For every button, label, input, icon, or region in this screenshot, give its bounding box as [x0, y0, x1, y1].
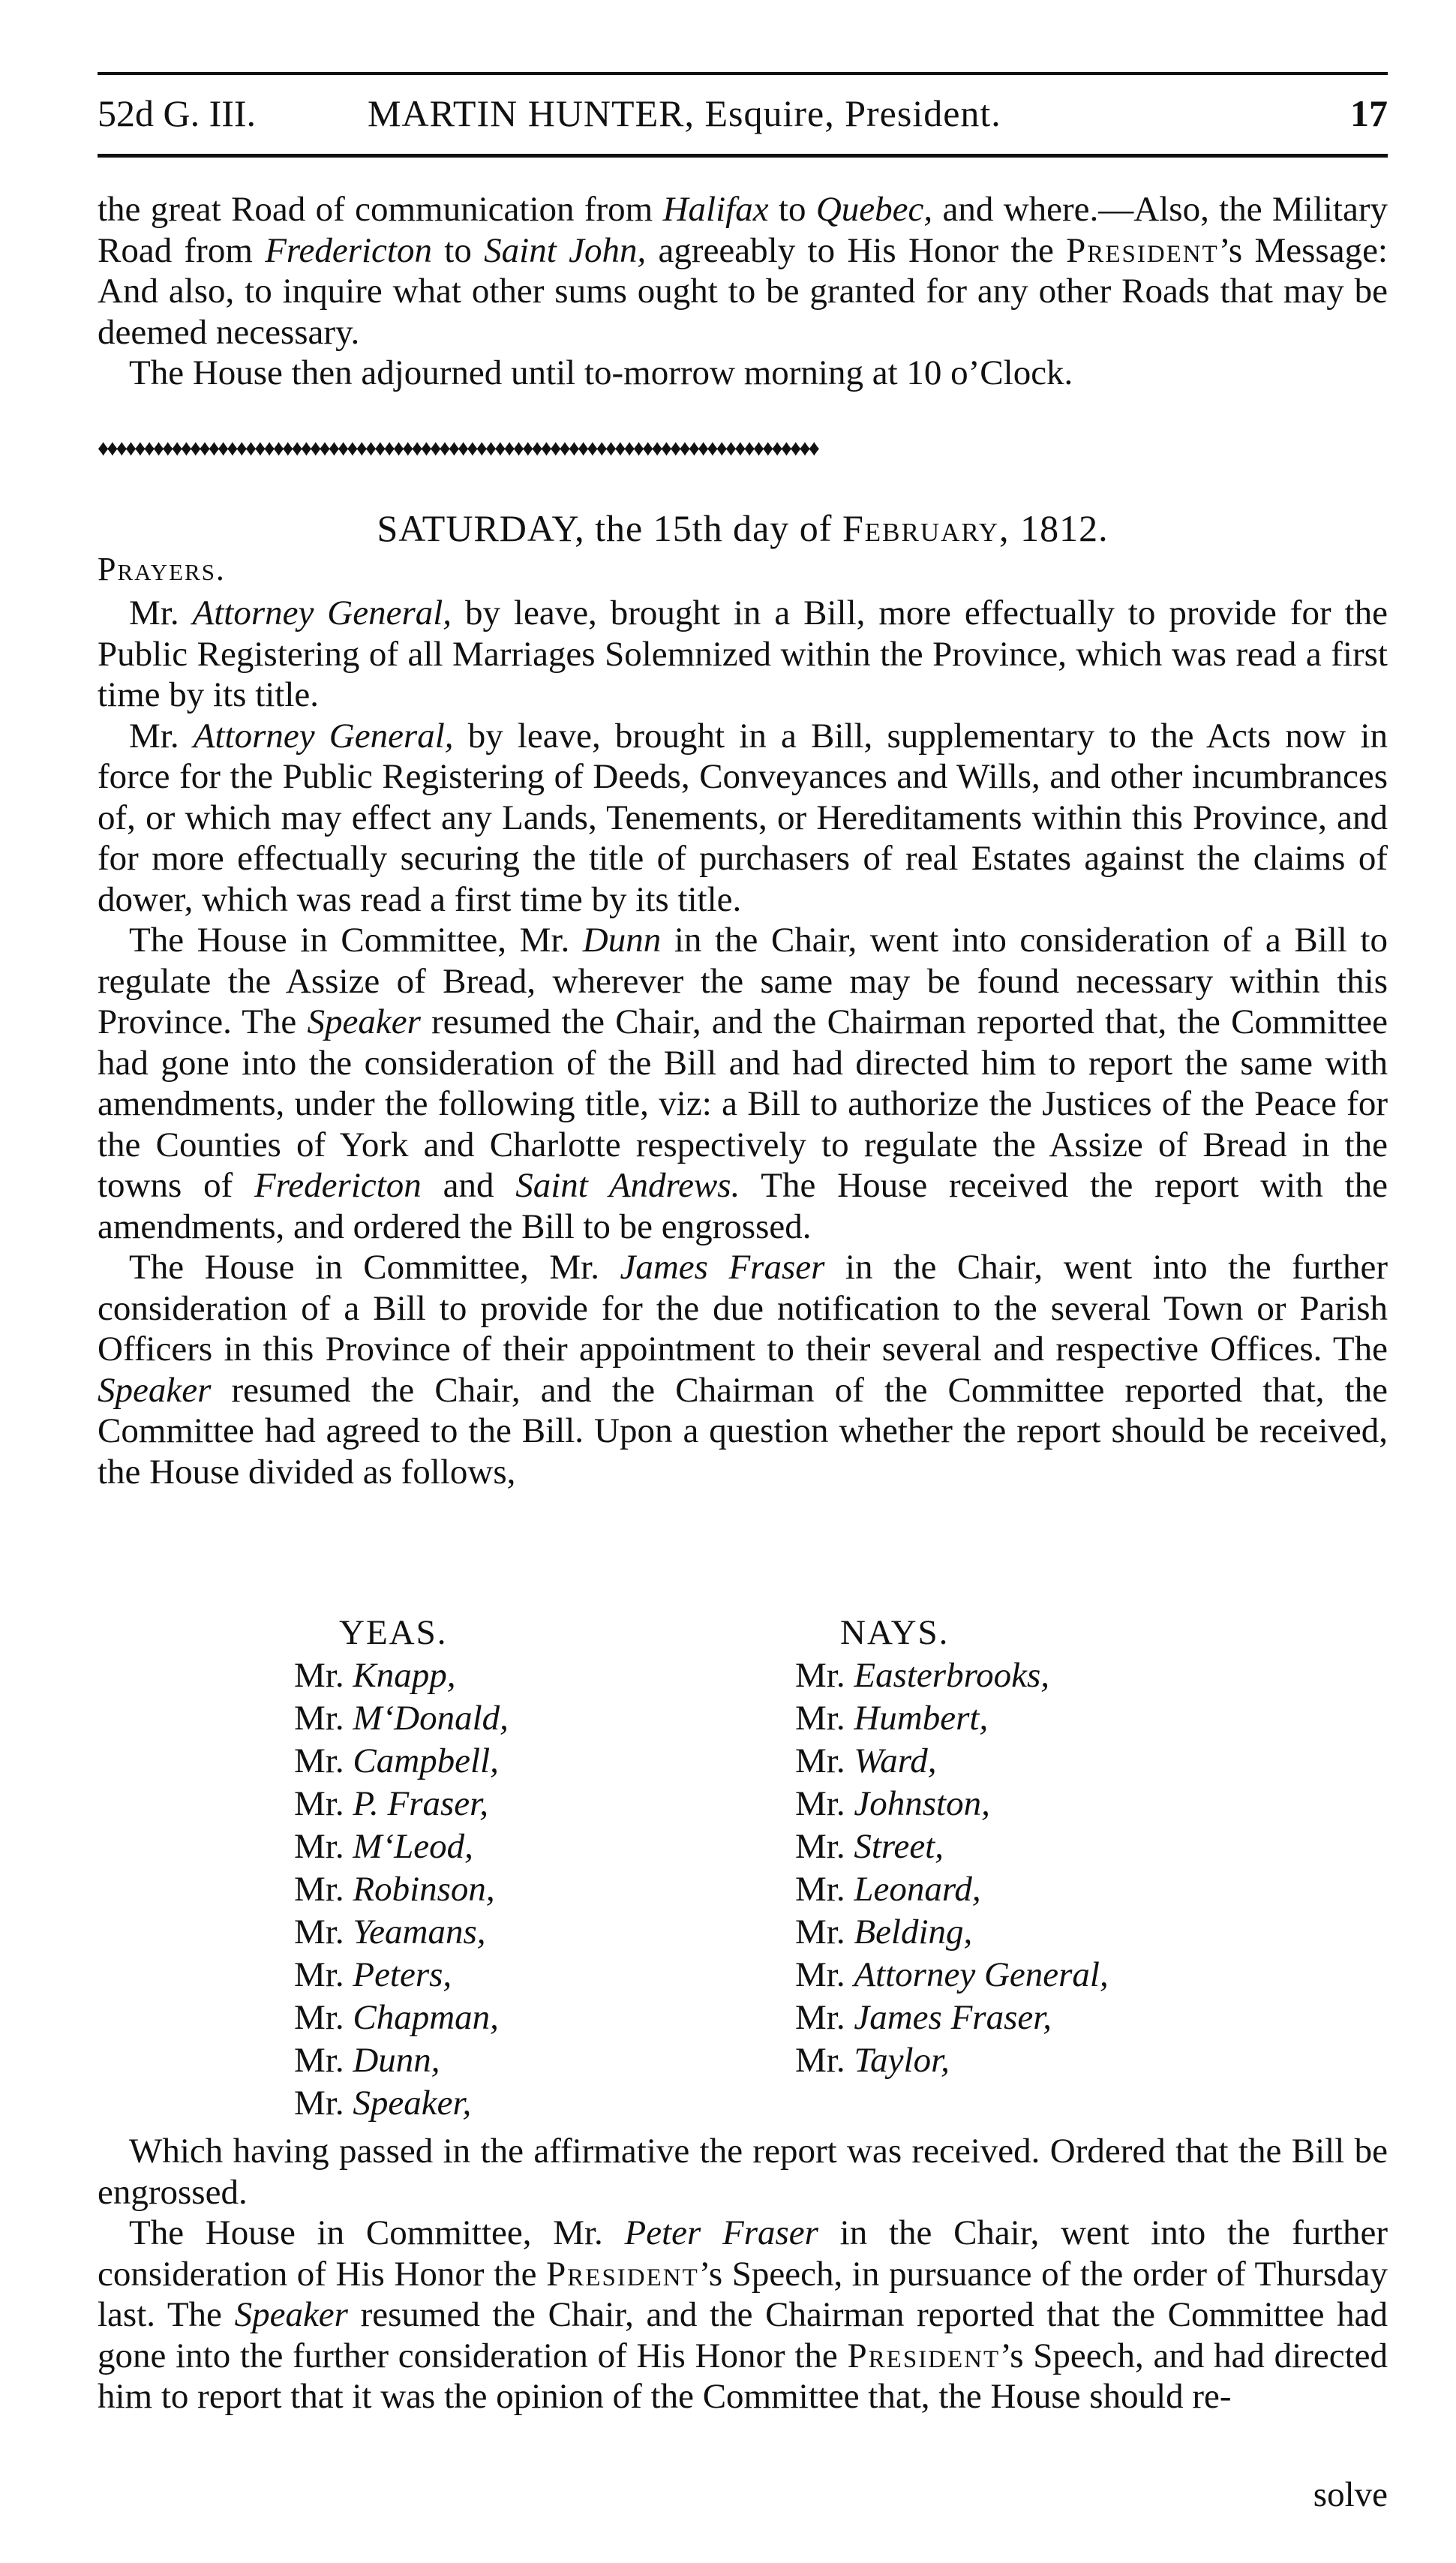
- day-heading: SATURDAY, the 15th day of February, 1812.: [377, 507, 1109, 549]
- opening-text: [98, 189, 1388, 394]
- yea-member: Mr. Yeamans,: [294, 1912, 486, 1952]
- paragraph-affirmative: Which having passed in the affirmative the report was received. Ordered that the Bill be engrossed.: [98, 2132, 1388, 2212]
- yea-member: Mr. P. Fraser,: [294, 1784, 488, 1823]
- yea-member: Mr. Peters,: [294, 1955, 452, 1994]
- page-number: 17: [1350, 92, 1388, 134]
- top-rule: [98, 72, 1388, 75]
- yea-member: Mr. Dunn,: [294, 2041, 440, 2080]
- running-header: [98, 84, 1388, 144]
- paragraph-marriages-bill: Mr. Attorney General, by leave, brought in a Bill, more effectually to provide for the Public Registering of all Marriages Solemnized within the Province, which was read a first time by its title.: [98, 593, 1388, 714]
- regnal-year: 52d G. III.: [98, 92, 257, 134]
- header-rule: [98, 154, 1388, 158]
- paragraph-continued: the great Road of communication from Halifax to Quebec, and where.—Also, the Military Road from Fredericton to Saint John, agreeably to His Honor the President’s Message: And also, to inquire what other sums ought to be granted for any other Roads that may be deemed necessary.: [98, 190, 1388, 352]
- nay-member: Mr. Easterbrooks,: [795, 1656, 1050, 1695]
- paragraph-adjourned: The House then adjourned until to-morrow morning at 10 o’Clock.: [129, 353, 1073, 392]
- yea-member: Mr. M‘Donald,: [294, 1699, 509, 1738]
- ornamental-divider: ♦♦♦♦♦♦♦♦♦♦♦♦♦♦♦♦♦♦♦♦♦♦♦♦♦♦♦♦♦♦♦♦♦♦♦♦♦♦♦♦♦♦♦♦♦♦♦♦♦♦♦♦♦♦♦♦♦♦♦♦♦♦♦♦♦♦♦♦♦♦♦♦♦♦♦♦♦♦: [98, 440, 818, 458]
- running-title: MARTIN HUNTER, Esquire, President.: [368, 92, 1001, 134]
- yea-member: Mr. M‘Leod,: [294, 1827, 473, 1866]
- nay-member: Mr. Taylor,: [795, 2041, 950, 2080]
- nay-member: Mr. Street,: [795, 1827, 944, 1866]
- catchword: solve: [1313, 2475, 1388, 2514]
- division-list: [98, 1612, 1388, 2152]
- nays-heading: NAYS.: [840, 1613, 950, 1652]
- nay-member: Mr. James Fraser,: [795, 1998, 1052, 2037]
- yea-member: Mr. Robinson,: [294, 1870, 495, 1909]
- nay-member: Mr. Johnston,: [795, 1784, 990, 1823]
- prayers-label: Prayers.: [98, 551, 226, 587]
- yea-member: Mr. Chapman,: [294, 1998, 499, 2037]
- nay-member: Mr. Ward,: [795, 1741, 937, 1780]
- yeas-column: [294, 1612, 509, 2125]
- body-text: [98, 593, 1388, 1492]
- paragraph-registering-bill: Mr. Attorney General, by leave, brought in a Bill, supplementary to the Acts now in force for the Public Registering of Deeds, Conveyances and Wills, and other incumbrances of, or which may effect any Lands, Tenements, or Hereditaments within this Province, and for more effectually securing the title of purchasers of real Estates against the claims of dower, which was read a first time by its title.: [98, 716, 1388, 919]
- closing-text: [98, 2131, 1388, 2417]
- nay-member: Mr. Leonard,: [795, 1870, 981, 1909]
- yea-member: Mr. Knapp,: [294, 1656, 456, 1695]
- yea-member: Mr. Speaker,: [294, 2084, 472, 2123]
- paragraph-assize-of-bread: The House in Committee, Mr. Dunn in the Chair, went into consideration of a Bill to regulate the Assize of Bread, wherever the same may be found necessary within this Province. The Speaker resumed the Chair, and the Chairman reported that, the Committee had gone into the consideration of the Bill and had directed him to report the same with amendments, under the following title, viz: a Bill to authorize the Justices of the Peace for the Counties of York and Charlotte respectively to regulate the Assize of Bread in the towns of Fredericton and Saint Andrews. The House received the report with the amendments, and ordered the Bill to be engrossed.: [98, 921, 1388, 1246]
- nay-member: Mr. Attorney General,: [795, 1955, 1109, 1994]
- paragraph-parish-officers: The House in Committee, Mr. James Fraser in the Chair, went into the further consideration of a Bill to provide for the due notification to the several Town or Parish Officers in this Province of their appointment to their several and respective Offices. The Speaker resumed the Chair, and the Chairman of the Committee reported that, the Committee had agreed to the Bill. Upon a question whether the report should be received, the House divided as follows,: [98, 1248, 1388, 1492]
- nay-member: Mr. Humbert,: [795, 1699, 989, 1738]
- yea-member: Mr. Campbell,: [294, 1741, 499, 1780]
- paragraph-presidents-speech: The House in Committee, Mr. Peter Fraser in the Chair, went into the further consideration of His Honor the President’s Speech, in pursuance of the order of Thursday last. The Speaker resumed the Chair, and the Chairman reported that the Committee had gone into the further consideration of His Honor the President’s Speech, and had directed him to report that it was the opinion of the Committee that, the House should re-: [98, 2213, 1388, 2416]
- nay-member: Mr. Belding,: [795, 1912, 973, 1952]
- nays-column: [795, 1612, 1109, 2082]
- yeas-heading: YEAS.: [339, 1613, 448, 1652]
